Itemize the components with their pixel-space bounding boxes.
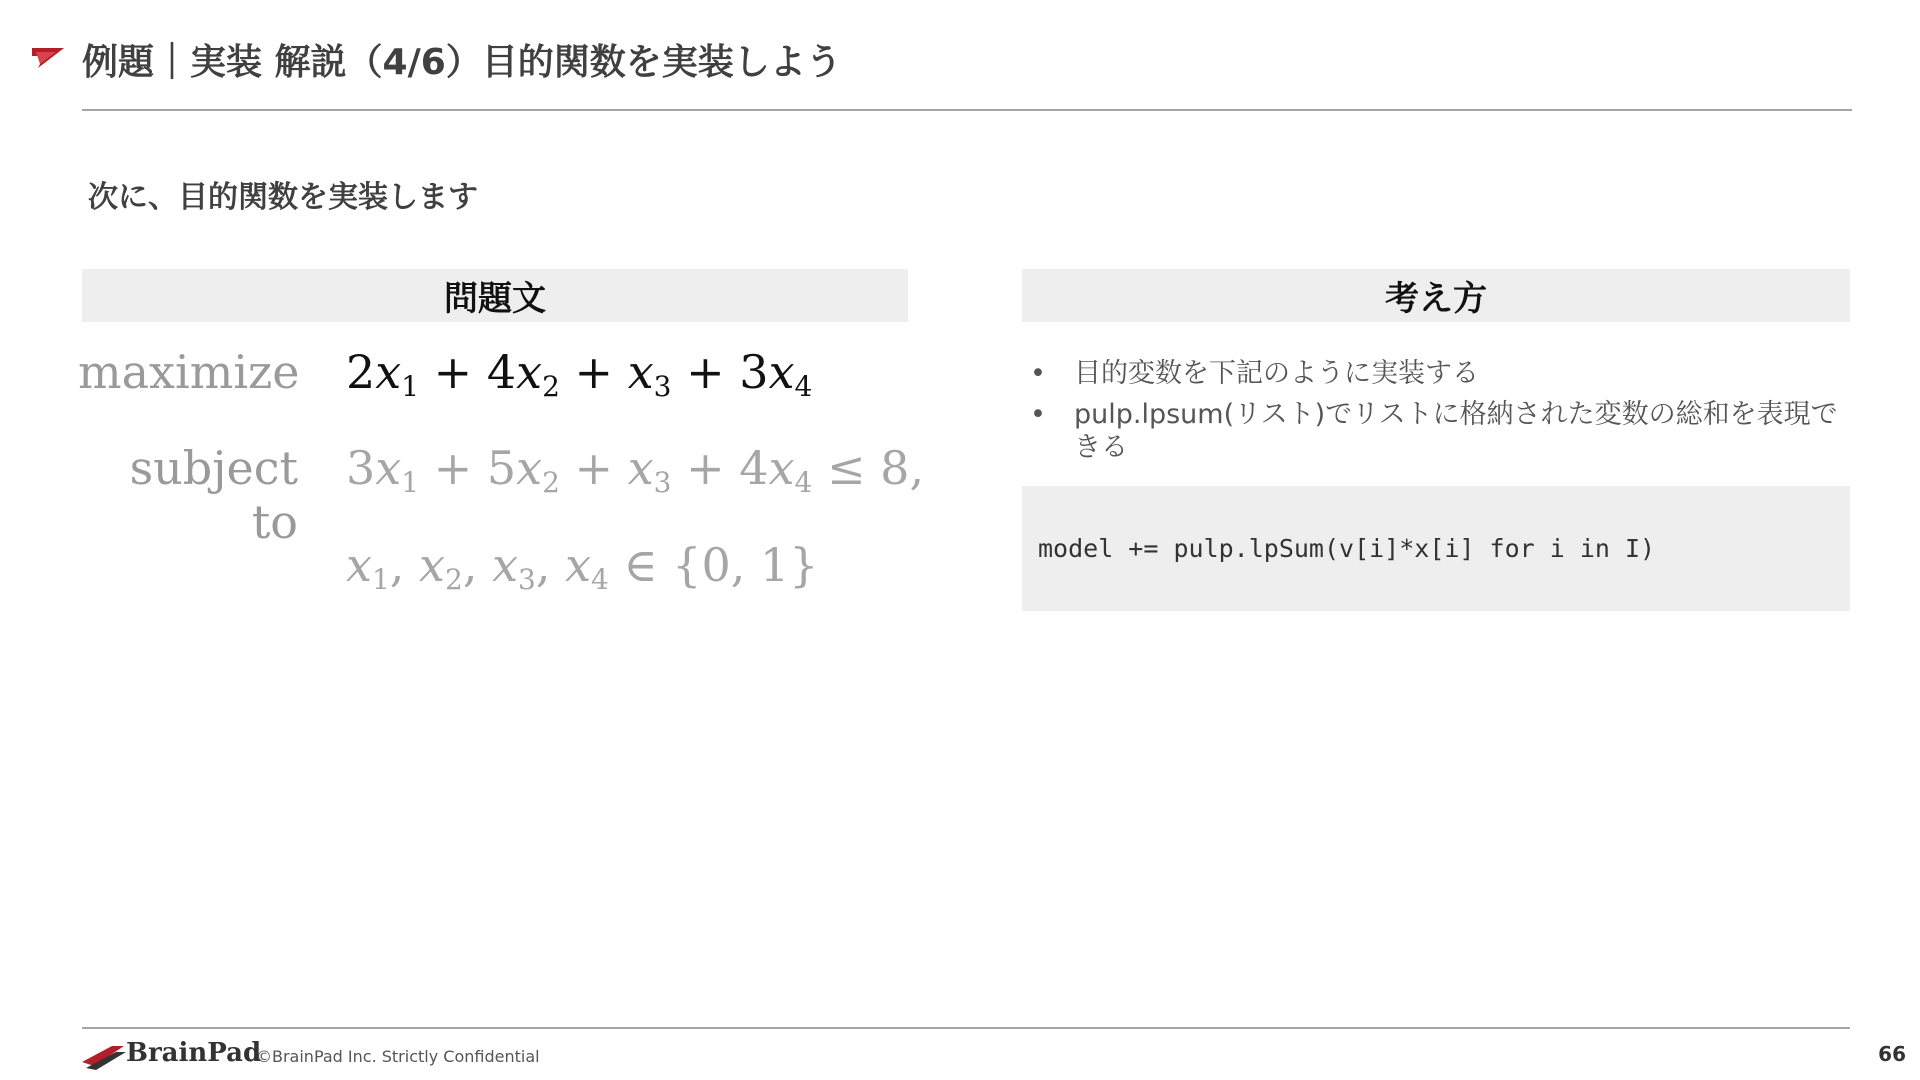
page-title: 例題｜実装 解説（4/6）目的関数を実装しよう (82, 42, 842, 83)
code-line: model += pulp.lpSum(v[i]*x[i] for i in I) (1038, 534, 1656, 563)
constraint-expression: $3x_1 + 5x_2 + x_3 + 4x_4 \le 8$, (346, 441, 925, 499)
brand-wordmark: BrainPad (126, 1038, 262, 1068)
approach-heading: 考え方 (1022, 269, 1850, 322)
footer-divider (82, 1027, 1850, 1029)
domain-expression: $x_1$, $x_2$, $x_3$, $x_4$ ∈ {0, 1} (346, 538, 819, 596)
list-item: • pulp.lpsum(リスト)でリストに格納された変数の総和を表現できる (1030, 398, 1850, 464)
constraint-label: subject to (129, 441, 298, 549)
list-item: • 目的変数を下記のように実装する (1030, 357, 1850, 390)
objective-label: maximize (78, 345, 300, 399)
copyright-text: ©BrainPad Inc. Strictly Confidential (256, 1047, 540, 1066)
problem-heading: 問題文 (82, 269, 908, 322)
page-number: 66 (1878, 1042, 1906, 1066)
brand-slash-icon (30, 44, 66, 70)
code-block (1022, 486, 1850, 611)
section-subtitle: 次に、目的関数を実装します (88, 180, 478, 215)
approach-bullets (1030, 357, 1850, 472)
objective-expression: $2x_1 + 4x_2 + x_3 + 3x_4$ (346, 345, 813, 403)
header-divider (82, 109, 1852, 111)
